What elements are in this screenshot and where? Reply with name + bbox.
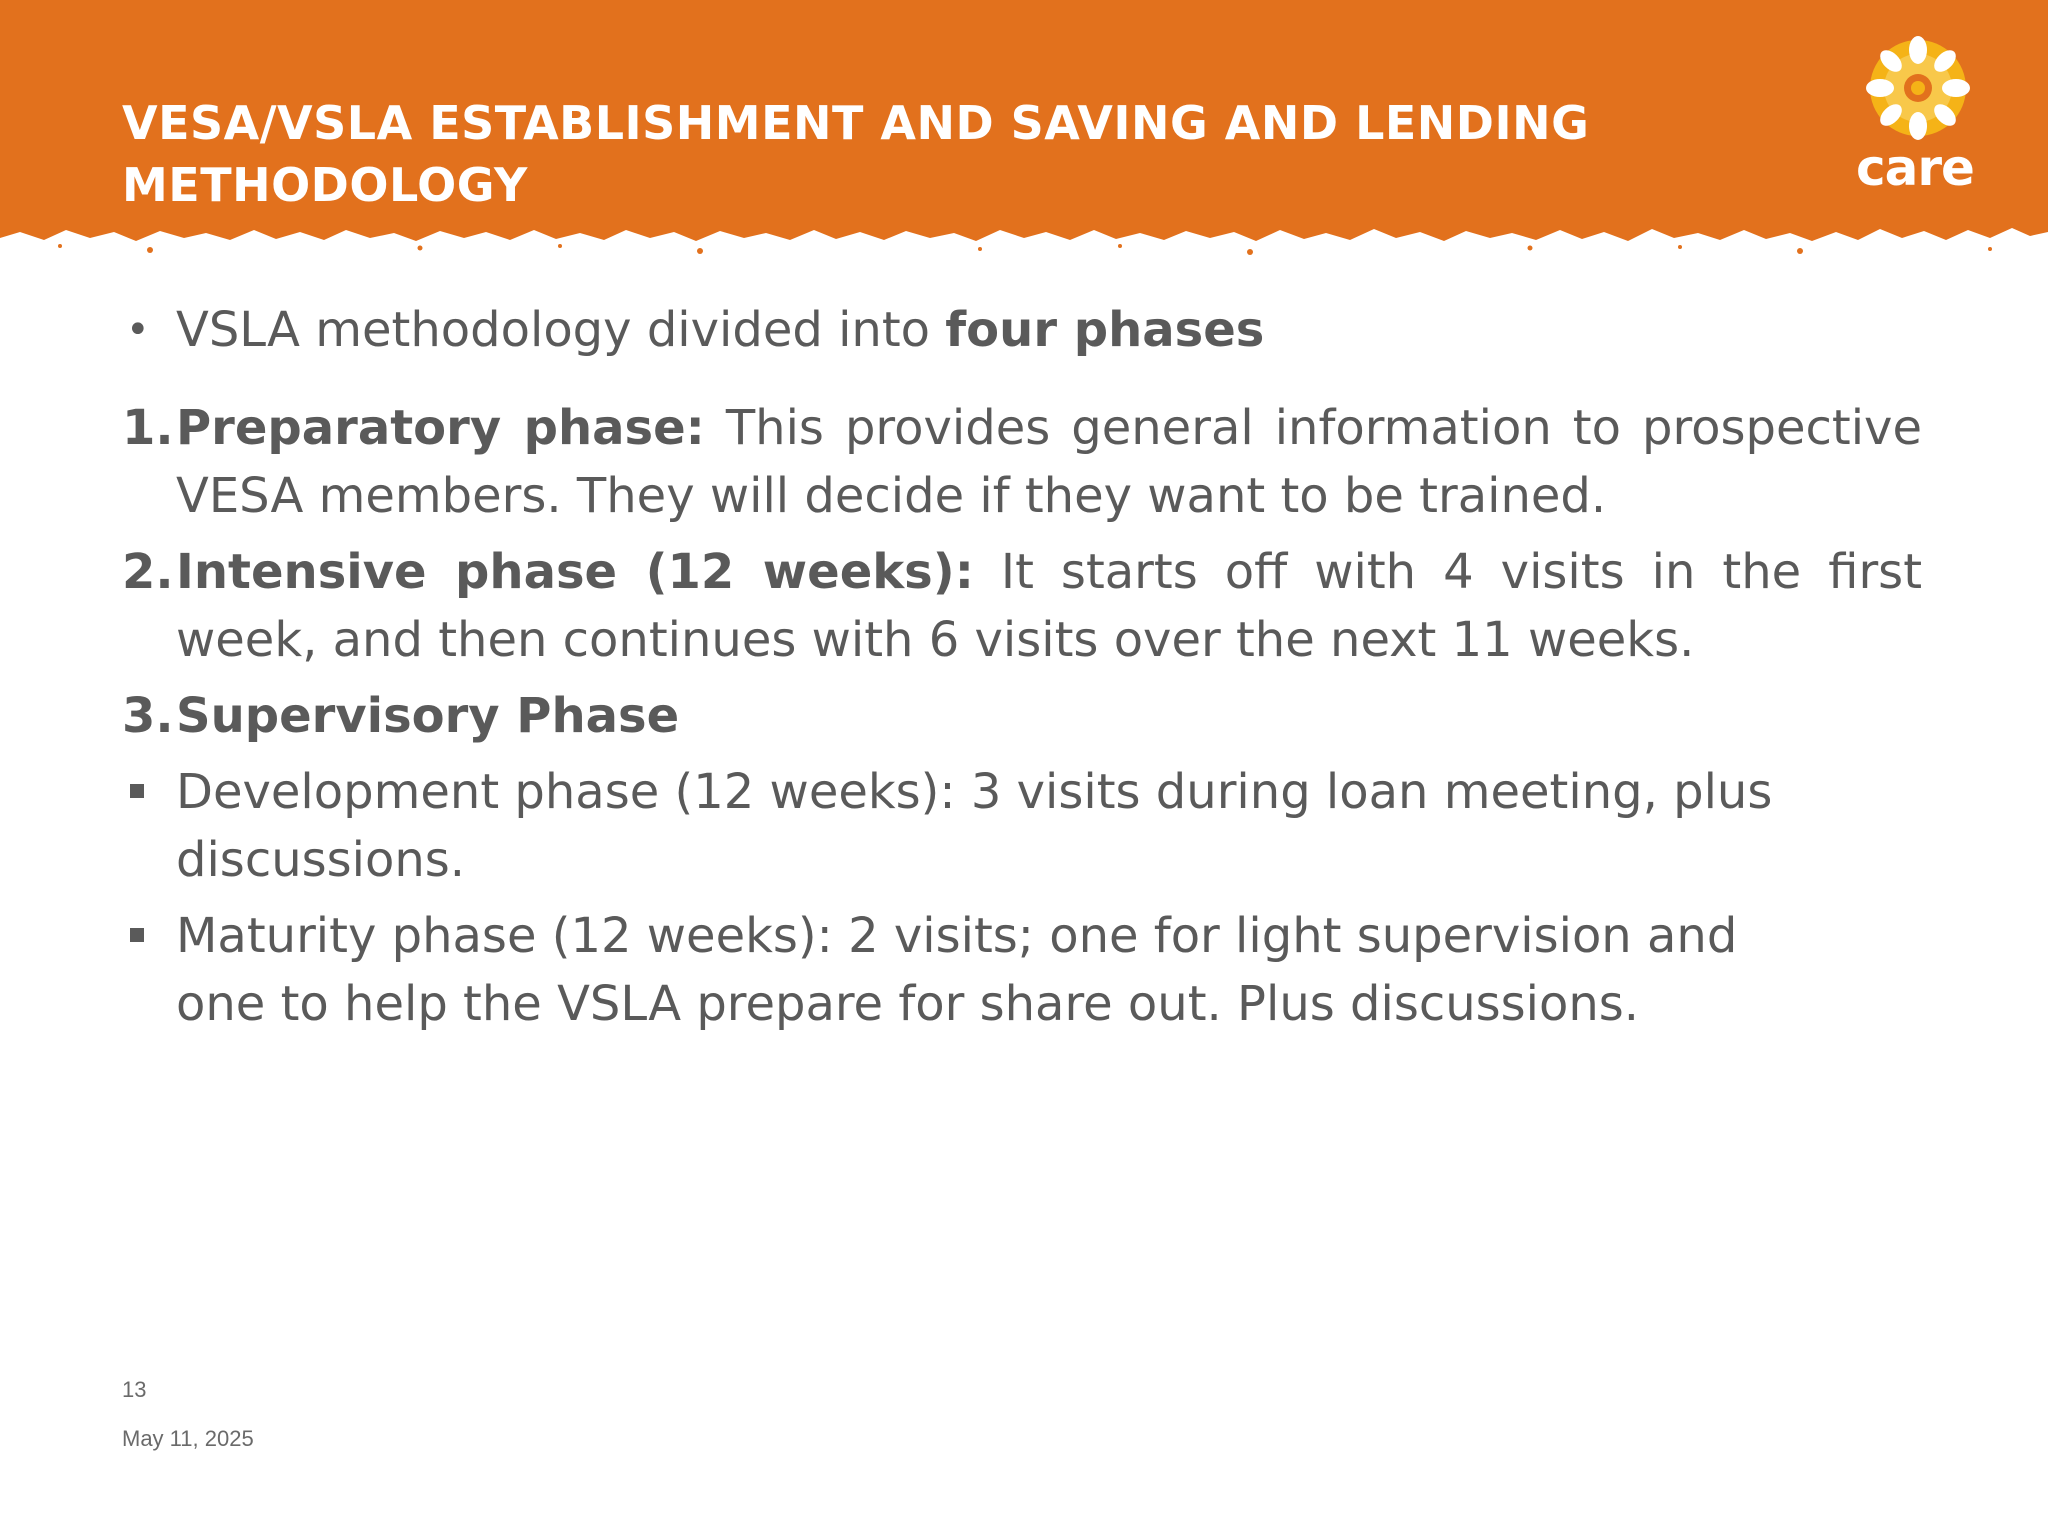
intro-text: VSLA methodology divided into [176,302,946,358]
logo-wordmark: care [1856,139,1974,197]
slide-title [122,92,1742,216]
square-bullet-icon [130,928,144,942]
phase-title: Intensive phase (12 weeks): [176,544,974,600]
page-number: 13 [122,1377,147,1402]
bullet-dot-icon: • [126,307,150,353]
hands-circle-icon [1856,34,1986,144]
phase-item-2 [122,538,1922,674]
title-line-1: VESA/VSLA ESTABLISHMENT AND SAVING AND LENDING [122,96,1590,150]
intro-bold: four phases [945,302,1265,358]
phase-item-3 [122,682,1922,750]
sub-item-text: Maturity phase (12 weeks): 2 visits; one for light supervision and one to help the VSLA prepare for share out. Plus discussions. [176,908,1738,1032]
phase-number: 1. [122,400,174,456]
sub-item-text: Development phase (12 weeks): 3 visits during loan meeting, plus discussions. [176,764,1773,888]
phase-title: Preparatory phase: [176,400,705,456]
phase-item-1 [122,394,1922,530]
phase-text: It starts off with 4 visits in the first week, and then continues with 6 visits over the next 11 weeks. [176,544,1923,668]
slide-body [122,296,1922,1046]
care-logo [1856,34,1986,199]
phase-number: 2. [122,544,174,600]
intro-bullet [122,296,1922,364]
banner-speckles [58,244,1992,255]
title-line-2: METHODOLOGY [122,158,528,212]
footer-date: May 11, 2025 [122,1426,254,1451]
sub-item-development [122,758,1776,894]
square-bullet-icon [130,784,144,798]
sub-item-maturity [122,902,1776,1038]
phase-text: This provides general information to prospective VESA members. They will decide if they want to be trained. [176,400,1922,524]
phase-title: Supervisory Phase [176,688,680,744]
phase-number: 3. [122,688,174,744]
